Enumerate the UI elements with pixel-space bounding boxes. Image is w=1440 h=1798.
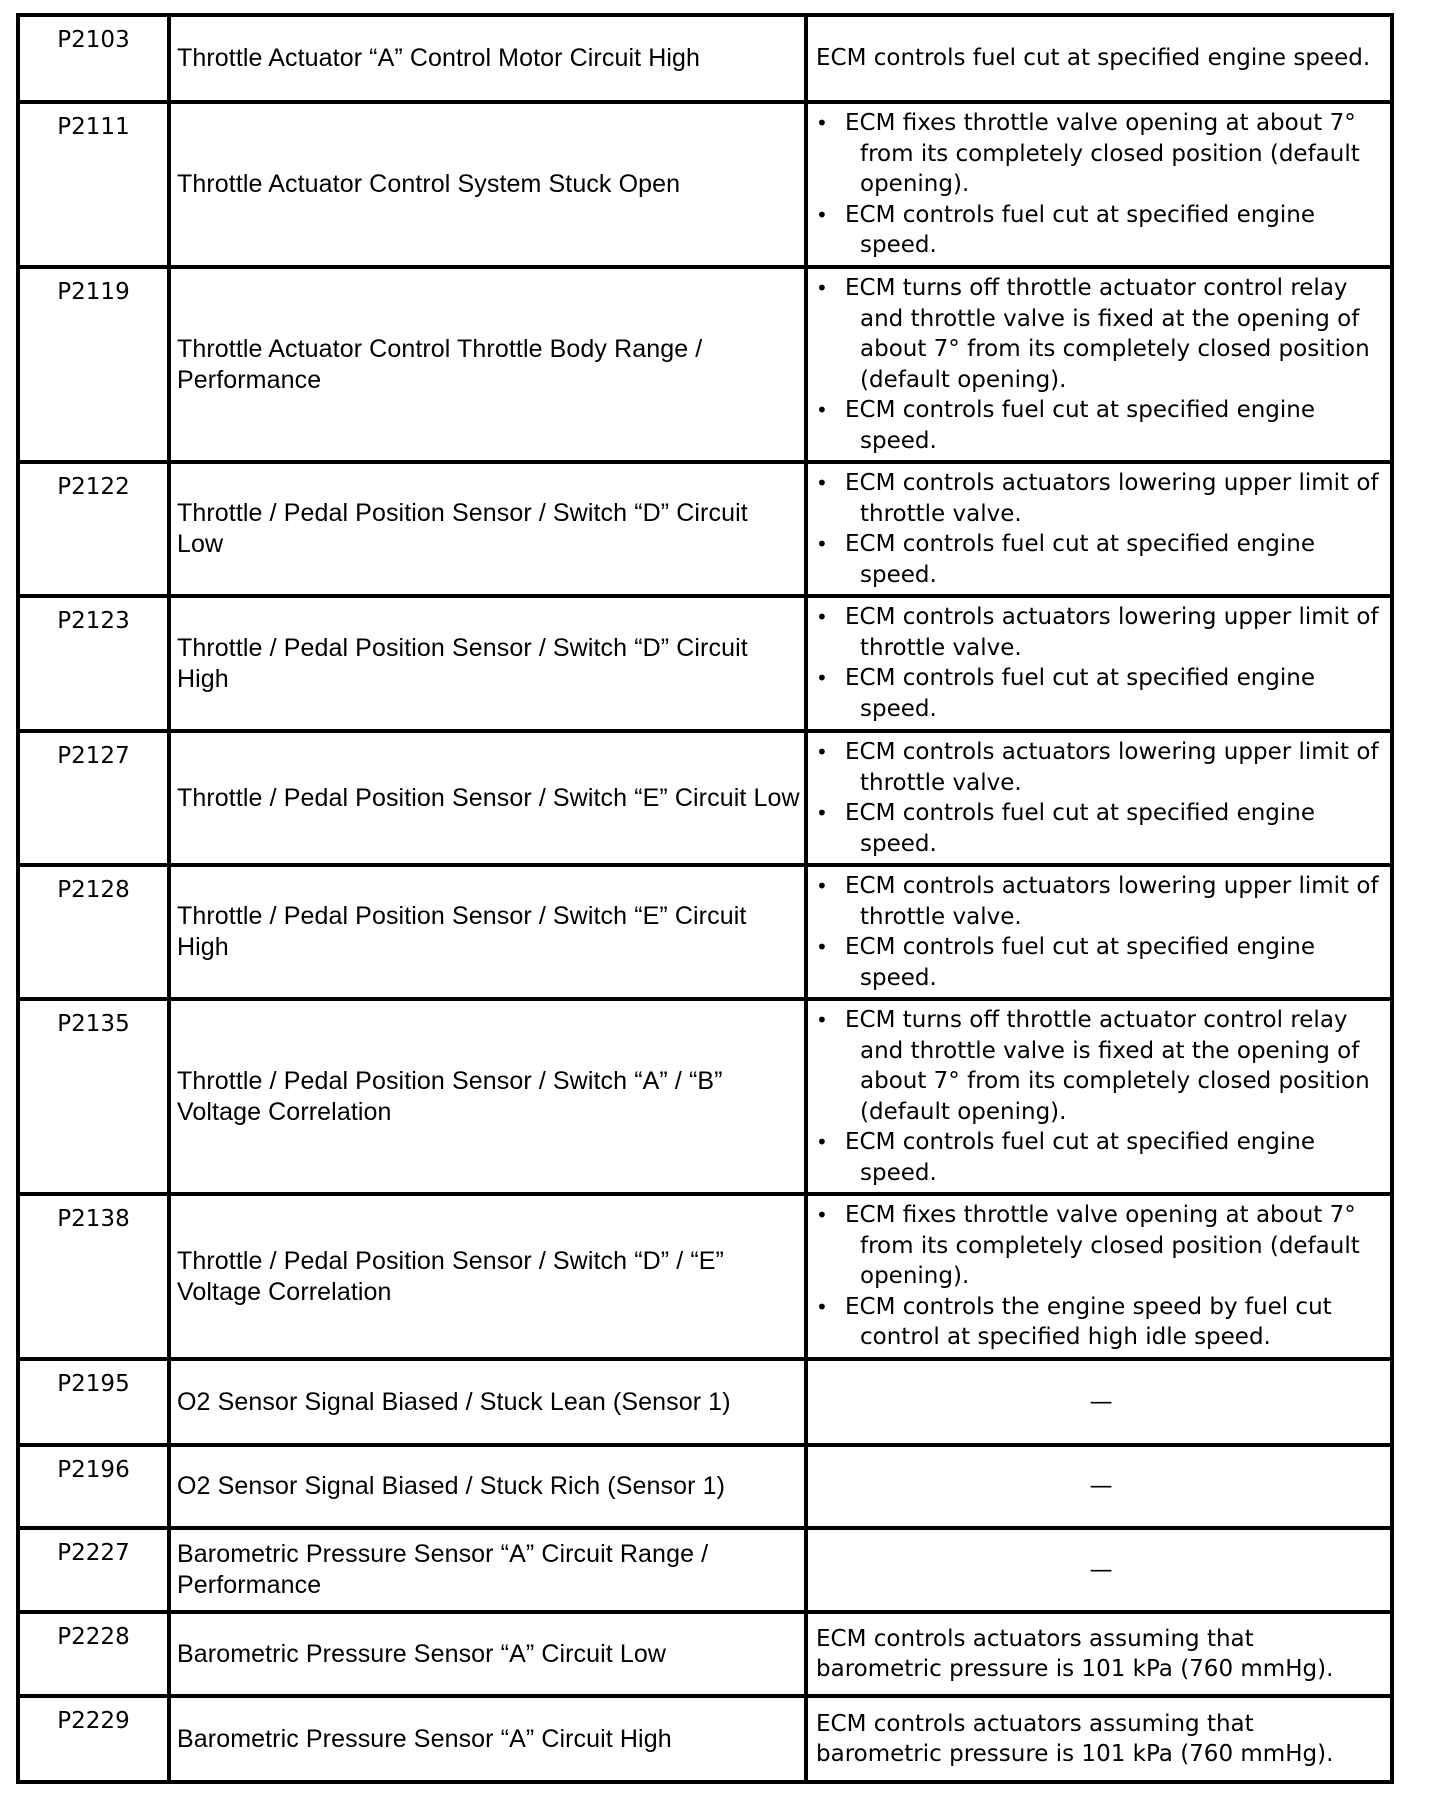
none-dash: — xyxy=(1089,1473,1113,1500)
list-item xyxy=(816,468,1386,529)
fail-safe-operation xyxy=(806,596,1392,731)
fail-safe-text: ECM controls actuators assuming that barometric pressure is 101 kPa (760 mmHg). xyxy=(816,1710,1334,1767)
table-row xyxy=(18,15,1392,102)
list-item xyxy=(816,1200,1386,1292)
table-body xyxy=(18,15,1392,1782)
dtc-detection-item: Barometric Pressure Sensor “A” Circuit High xyxy=(169,1696,806,1782)
dtc-code: P2227 xyxy=(18,1528,169,1612)
fail-safe-text: ECM controls actuators assuming that barometric pressure is 101 kPa (760 mmHg). xyxy=(816,1625,1334,1682)
list-item-text: ECM fixes throttle valve opening at about 7° from its completely closed position (default opening). xyxy=(845,110,1360,197)
list-item xyxy=(816,1127,1386,1188)
dtc-code: P2228 xyxy=(18,1612,169,1696)
fail-safe-operation xyxy=(806,1696,1392,1782)
fail-safe-operation xyxy=(806,731,1392,865)
list-item xyxy=(816,932,1386,993)
table-row xyxy=(18,1528,1392,1612)
list-item-text: ECM controls fuel cut at specified engine speed. xyxy=(845,531,1316,588)
fail-safe-operation xyxy=(806,865,1392,999)
list-item xyxy=(816,602,1386,663)
table-row xyxy=(18,267,1392,462)
fail-safe-list xyxy=(816,108,1386,261)
fail-safe-operation xyxy=(806,1194,1392,1359)
table-row xyxy=(18,462,1392,596)
fail-safe-operation xyxy=(806,1612,1392,1696)
dtc-detection-item: O2 Sensor Signal Biased / Stuck Lean (Sensor 1) xyxy=(169,1359,806,1445)
list-item-text: ECM controls actuators lowering upper limit of throttle valve. xyxy=(845,470,1379,527)
list-item-text: ECM controls fuel cut at specified engine speed. xyxy=(845,800,1316,857)
fail-safe-operation xyxy=(806,267,1392,462)
list-item xyxy=(816,200,1386,261)
dtc-detection-item: O2 Sensor Signal Biased / Stuck Rich (Sensor 1) xyxy=(169,1445,806,1528)
list-item xyxy=(816,273,1386,395)
dtc-code: P2195 xyxy=(18,1359,169,1445)
list-item xyxy=(816,395,1386,456)
list-item-text: ECM controls actuators lowering upper limit of throttle valve. xyxy=(845,873,1379,930)
none-dash: — xyxy=(1089,1556,1113,1583)
list-item-text: ECM turns off throttle actuator control relay and throttle valve is fixed at the opening of about 7° from its completely closed position (default opening). xyxy=(845,275,1370,393)
dtc-code: P2135 xyxy=(18,999,169,1194)
dtc-code: P2138 xyxy=(18,1194,169,1359)
dtc-detection-item: Barometric Pressure Sensor “A” Circuit Range / Performance xyxy=(169,1528,806,1612)
dtc-code: P2119 xyxy=(18,267,169,462)
list-item-text: ECM turns off throttle actuator control relay and throttle valve is fixed at the opening of about 7° from its completely closed position (default opening). xyxy=(845,1007,1370,1125)
fail-safe-list xyxy=(816,468,1386,590)
fail-safe-list xyxy=(816,1200,1386,1353)
fail-safe-list xyxy=(816,602,1386,724)
list-item xyxy=(816,1292,1386,1353)
list-item-text: ECM controls actuators lowering upper limit of throttle valve. xyxy=(845,604,1379,661)
fail-safe-operation xyxy=(806,462,1392,596)
dtc-detection-item: Throttle / Pedal Position Sensor / Switch “D” Circuit Low xyxy=(169,462,806,596)
list-item xyxy=(816,1005,1386,1127)
dtc-detection-item: Throttle / Pedal Position Sensor / Switch “E” Circuit High xyxy=(169,865,806,999)
dtc-detection-item: Throttle / Pedal Position Sensor / Switch “D” Circuit High xyxy=(169,596,806,731)
table-row xyxy=(18,865,1392,999)
table-row xyxy=(18,102,1392,267)
dtc-detection-item: Throttle Actuator Control System Stuck Open xyxy=(169,102,806,267)
table-row xyxy=(18,596,1392,731)
fail-safe-operation xyxy=(806,1359,1392,1445)
list-item xyxy=(816,663,1386,724)
dtc-code: P2127 xyxy=(18,731,169,865)
fail-safe-operation xyxy=(806,999,1392,1194)
list-item-text: ECM controls fuel cut at specified engine speed. xyxy=(845,665,1316,722)
dtc-code: P2111 xyxy=(18,102,169,267)
fail-safe-operation xyxy=(806,1445,1392,1528)
list-item-text: ECM controls fuel cut at specified engine speed. xyxy=(845,1129,1316,1186)
list-item-text: ECM fixes throttle valve opening at about 7° from its completely closed position (default opening). xyxy=(845,1202,1360,1289)
fail-safe-text: ECM controls fuel cut at specified engine speed. xyxy=(816,45,1371,72)
dtc-fail-safe-table xyxy=(16,13,1394,1784)
dtc-detection-item: Throttle Actuator “A” Control Motor Circuit High xyxy=(169,15,806,102)
list-item xyxy=(816,798,1386,859)
fail-safe-list xyxy=(816,273,1386,456)
list-item xyxy=(816,871,1386,932)
dtc-detection-item: Barometric Pressure Sensor “A” Circuit Low xyxy=(169,1612,806,1696)
table-row xyxy=(18,1194,1392,1359)
none-dash: — xyxy=(1089,1388,1113,1415)
dtc-code: P2196 xyxy=(18,1445,169,1528)
fail-safe-operation xyxy=(806,1528,1392,1612)
fail-safe-list xyxy=(816,1005,1386,1188)
dtc-code: P2103 xyxy=(18,15,169,102)
dtc-detection-item: Throttle Actuator Control Throttle Body Range / Performance xyxy=(169,267,806,462)
dtc-code: P2229 xyxy=(18,1696,169,1782)
list-item-text: ECM controls the engine speed by fuel cut control at specified high idle speed. xyxy=(845,1293,1332,1350)
dtc-detection-item: Throttle / Pedal Position Sensor / Switch “A” / “B” Voltage Correlation xyxy=(169,999,806,1194)
fail-safe-operation xyxy=(806,15,1392,102)
dtc-code: P2123 xyxy=(18,596,169,731)
dtc-detection-item: Throttle / Pedal Position Sensor / Switch “D” / “E” Voltage Correlation xyxy=(169,1194,806,1359)
table-row xyxy=(18,999,1392,1194)
table-row xyxy=(18,1612,1392,1696)
table-row xyxy=(18,731,1392,865)
list-item-text: ECM controls fuel cut at specified engine speed. xyxy=(845,934,1316,991)
fail-safe-list xyxy=(816,737,1386,859)
table-row xyxy=(18,1445,1392,1528)
list-item-text: ECM controls fuel cut at specified engine speed. xyxy=(845,397,1316,454)
table-row xyxy=(18,1696,1392,1782)
list-item-text: ECM controls actuators lowering upper limit of throttle valve. xyxy=(845,739,1379,796)
dtc-code: P2128 xyxy=(18,865,169,999)
list-item xyxy=(816,529,1386,590)
list-item-text: ECM controls fuel cut at specified engine speed. xyxy=(845,201,1316,258)
fail-safe-list xyxy=(816,871,1386,993)
table-row xyxy=(18,1359,1392,1445)
dtc-code: P2122 xyxy=(18,462,169,596)
list-item xyxy=(816,108,1386,200)
list-item xyxy=(816,737,1386,798)
fail-safe-operation xyxy=(806,102,1392,267)
dtc-detection-item: Throttle / Pedal Position Sensor / Switch “E” Circuit Low xyxy=(169,731,806,865)
